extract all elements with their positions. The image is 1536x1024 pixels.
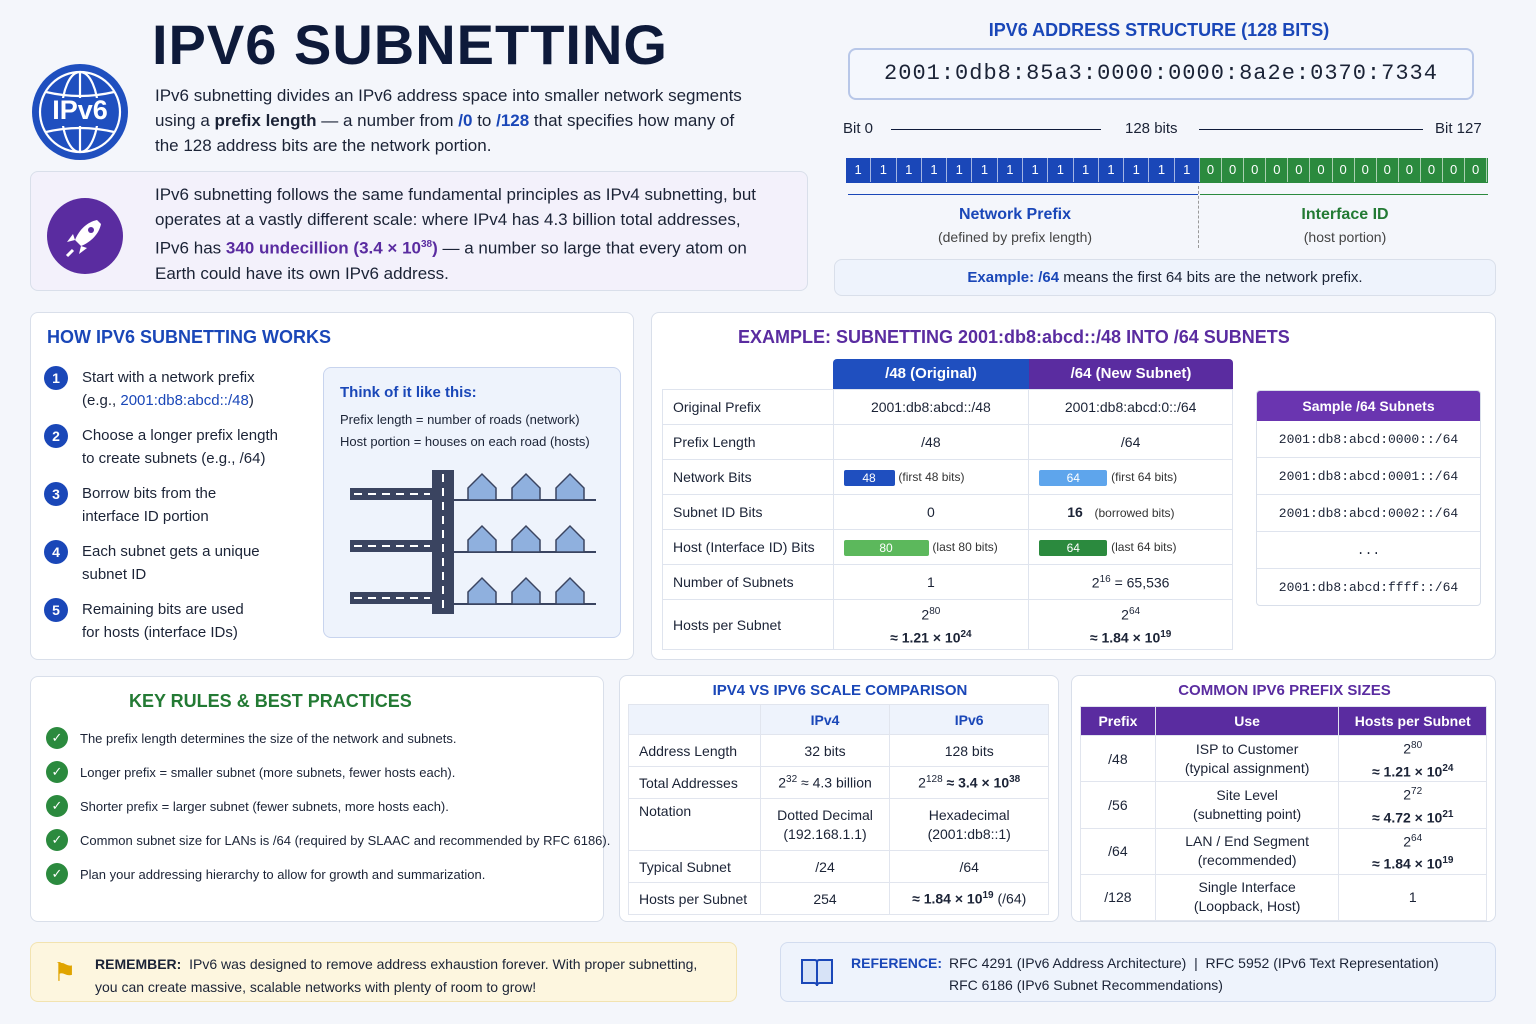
network-bit: 1: [1023, 158, 1048, 182]
rule-item: ✓ Common subnet size for LANs is /64 (required by SLAAC and recommended by RFC 6186).: [46, 829, 610, 851]
bit-range: Bit 0 128 bits Bit 127: [843, 120, 1482, 137]
network-bit: 1: [1074, 158, 1099, 182]
step-number: 3: [44, 482, 68, 506]
reference-banner: REFERENCE: RFC 4291 (IPv6 Address Architecture) | RFC 5952 (IPv6 Text Representation) RFC 6186 (IPv6 Subnet Recommendations): [780, 942, 1496, 1002]
bit-bar: 48: [844, 470, 895, 486]
sample-subnet: 2001:db8:abcd:0001::/64: [1257, 458, 1480, 495]
step-number: 5: [44, 598, 68, 622]
house-icon: [468, 526, 496, 552]
step-item: 4 Each subnet gets a unique subnet ID: [44, 540, 260, 586]
rules-title: KEY RULES & BEST PRACTICES: [129, 691, 412, 711]
sample-subnet: 2001:db8:abcd:0002::/64: [1257, 495, 1480, 532]
network-prefix-sub: (defined by prefix length): [937, 229, 1093, 245]
host-bit: 0: [1377, 158, 1399, 182]
table-row: /56 Site Level (subnetting point) $2^{72}$ ≈ $4.72 \times 10^{21}$: [1081, 782, 1487, 828]
host-bit: 0: [1200, 158, 1222, 182]
sample-subnets: Sample /64 Subnets 2001:db8:abcd:0000::/64 2001:db8:abcd:0001::/64 2001:db8:abcd:0002::/64 ... 2001:db8:abcd:ffff::/64: [1256, 390, 1481, 606]
rule-item: ✓ Plan your addressing hierarchy to allow for growth and summarization.: [46, 863, 485, 885]
network-bit: 1: [1175, 158, 1200, 182]
prefix-table: Prefix Use Hosts per Subnet /48 ISP to Customer (typical assignment) $2^{80}$ ≈ $1.21 \times 10^{24}$ /56 Site Level (subnetting point) $2^{72}$ ≈ $4.72 \times 10^{21}$ /64 LAN / End Segment (recommended) $2^{64}$ ≈ $1.84 \times 10^{19}$ /128 Single Interface (Loopback, Host) 1: [1080, 706, 1487, 921]
house-icon: [512, 474, 540, 500]
sample-subnet: ...: [1257, 532, 1480, 569]
network-bit: 1: [897, 158, 922, 182]
host-bit: 0: [1465, 158, 1487, 182]
table-row: Hosts per Subnet $2^{80}$ ≈ $1.21 \times 10^{24}$ $2^{64}$ ≈ $1.84 \times 10^{19}$: [663, 600, 1233, 650]
network-bit: 1: [972, 158, 997, 182]
col-new-header: /64 (New Subnet): [1029, 359, 1233, 389]
check-icon: ✓: [46, 727, 68, 749]
globe-icon: [30, 62, 130, 162]
structure-example: Example: /64 means the first 64 bits are the network prefix.: [834, 259, 1496, 296]
house-icon: [556, 578, 584, 604]
table-row: /128 Single Interface (Loopback, Host) 1: [1081, 874, 1487, 920]
host-bit: 0: [1288, 158, 1310, 182]
step-number: 1: [44, 366, 68, 390]
address-text: 2001:0db8:85a3:0000:0000:8a2e:0370:7334: [884, 61, 1438, 86]
interface-id-label: Interface ID: [1301, 206, 1389, 223]
sample-subnet: 2001:db8:abcd:0000::/64: [1257, 421, 1480, 458]
host-bit: 0: [1222, 158, 1244, 182]
lightbulb-icon: ⚑: [53, 957, 77, 987]
scale-note-card: IPv6 subnetting follows the same fundamental principles as IPv4 subnetting, but operates at a vastly different scale: where IPv4 has 4.3 billion total addresses, IPv6 has 340 undecillion $(3.4 \times 10^{38})$ — a number so large that every atom on Earth could have its own IPv6 address.: [30, 171, 808, 291]
host-bit: 0: [1310, 158, 1332, 182]
bit-bar: 64: [1039, 540, 1107, 556]
rocket-icon: [47, 198, 123, 274]
intro-text: IPv6 subnetting divides an IPv6 address space into smaller network segments using a prefix length — a number from /0 to /128 that specifies how many of the 128 address bits are the network portion.: [155, 86, 742, 155]
table-row: Number of Subnets 1 $2^{16} = 65,536$: [663, 565, 1233, 600]
roads-houses-icon: [346, 466, 606, 616]
col-original-header: /48 (Original): [833, 359, 1029, 389]
globe-label: IPv6: [52, 95, 108, 125]
house-icon: [512, 578, 540, 604]
rule-item: ✓ Shorter prefix = larger subnet (fewer subnets, more hosts each).: [46, 795, 449, 817]
bit-bar: 64: [1039, 470, 1107, 486]
step-number: 4: [44, 540, 68, 564]
table-row: Prefix Length /48 /64: [663, 425, 1233, 460]
host-bit: 0: [1333, 158, 1355, 182]
host-bit: 0: [1266, 158, 1288, 182]
network-bit: 1: [998, 158, 1023, 182]
table-row: Host (Interface ID) Bits 80 (last 80 bits) 64 (last 64 bits): [663, 530, 1233, 565]
network-bit: 1: [1099, 158, 1124, 182]
host-bit: 0: [1443, 158, 1465, 182]
house-icon: [556, 526, 584, 552]
bit-bar: 80: [844, 540, 929, 556]
compare-table: IPv4 IPv6 Address Length 32 bits 128 bits Total Addresses $2^{32} \approx 4.3$ billion $2^{128} \approx 3.4 \times 10^{38}$ Notation Dotted Decimal (192.168.1.1) Hexadecimal (2001:db8::1) Typical Subnet /24 /64 Hosts per Subnet 254 ≈ $1.84 \times 10^{19}$ (/64): [628, 704, 1049, 915]
sample-subnet: 2001:db8:abcd:ffff::/64: [1257, 569, 1480, 606]
table-row: Original Prefix 2001:db8:abcd::/48 2001:db8:abcd:0::/64: [663, 390, 1233, 425]
prefix-title: COMMON IPV6 PREFIX SIZES: [1178, 682, 1391, 699]
structure-title: IPV6 ADDRESS STRUCTURE (128 BITS): [988, 20, 1330, 40]
check-icon: ✓: [46, 829, 68, 851]
network-bit: 1: [846, 158, 871, 182]
step-item: 3 Borrow bits from the interface ID portion: [44, 482, 216, 528]
network-bit: 1: [1124, 158, 1149, 182]
table-row: /48 ISP to Customer (typical assignment) $2^{80}$ ≈ $1.21 \times 10^{24}$: [1081, 736, 1487, 782]
book-icon: [799, 955, 835, 994]
host-bit: 0: [1421, 158, 1443, 182]
analogy-card: Think of it like this: Prefix length = number of roads (network) Host portion = houses on each road (hosts): [323, 367, 621, 638]
house-icon: [468, 474, 496, 500]
rule-item: ✓ Longer prefix = smaller subnet (more subnets, fewer hosts each).: [46, 761, 455, 783]
example-title: EXAMPLE: SUBNETTING 2001:db8:abcd::/48 INTO /64 SUBNETS: [738, 327, 1290, 347]
network-bit: 1: [1149, 158, 1174, 182]
remember-banner: ⚑ REMEMBER: IPv6 was designed to remove address exhaustion forever. With proper subnetting, you can create massive, scalable networks with plenty of room to grow!: [30, 942, 737, 1002]
rule-item: ✓ The prefix length determines the size of the network and subnets.: [46, 727, 457, 749]
check-icon: ✓: [46, 863, 68, 885]
check-icon: ✓: [46, 795, 68, 817]
address-box: [848, 48, 1474, 100]
network-prefix-label: Network Prefix: [958, 206, 1072, 223]
network-bit: 1: [922, 158, 947, 182]
step-item: 5 Remaining bits are used for hosts (interface IDs): [44, 598, 244, 644]
interface-id-sub: (host portion): [1303, 229, 1387, 245]
page-title: IPV6 SUBNETTING: [152, 13, 668, 76]
house-icon: [468, 578, 496, 604]
host-bit: 0: [1244, 158, 1266, 182]
table-row: Network Bits 48 (first 48 bits) 64 (first 64 bits): [663, 460, 1233, 495]
step-item: 1 Start with a network prefix (e.g., 2001:db8:abcd::/48): [44, 366, 255, 412]
network-bit: 1: [947, 158, 972, 182]
compare-title: IPV4 VS IPV6 SCALE COMPARISON: [712, 682, 968, 699]
how-title: HOW IPV6 SUBNETTING WORKS: [47, 327, 332, 347]
step-item: 2 Choose a longer prefix length to create subnets (e.g., /64): [44, 424, 278, 470]
table-row: /64 LAN / End Segment (recommended) $2^{64}$ ≈ $1.84 \times 10^{19}$: [1081, 828, 1487, 874]
step-number: 2: [44, 424, 68, 448]
check-icon: ✓: [46, 761, 68, 783]
host-bit: 0: [1355, 158, 1377, 182]
house-icon: [556, 474, 584, 500]
example-table: [662, 389, 1233, 650]
network-bit: 1: [871, 158, 896, 182]
host-bit: 0: [1399, 158, 1421, 182]
network-bit: 1: [1048, 158, 1073, 182]
table-row: Subnet ID Bits 0 16 (borrowed bits): [663, 495, 1233, 530]
house-icon: [512, 526, 540, 552]
bit-strip: [846, 158, 1488, 183]
